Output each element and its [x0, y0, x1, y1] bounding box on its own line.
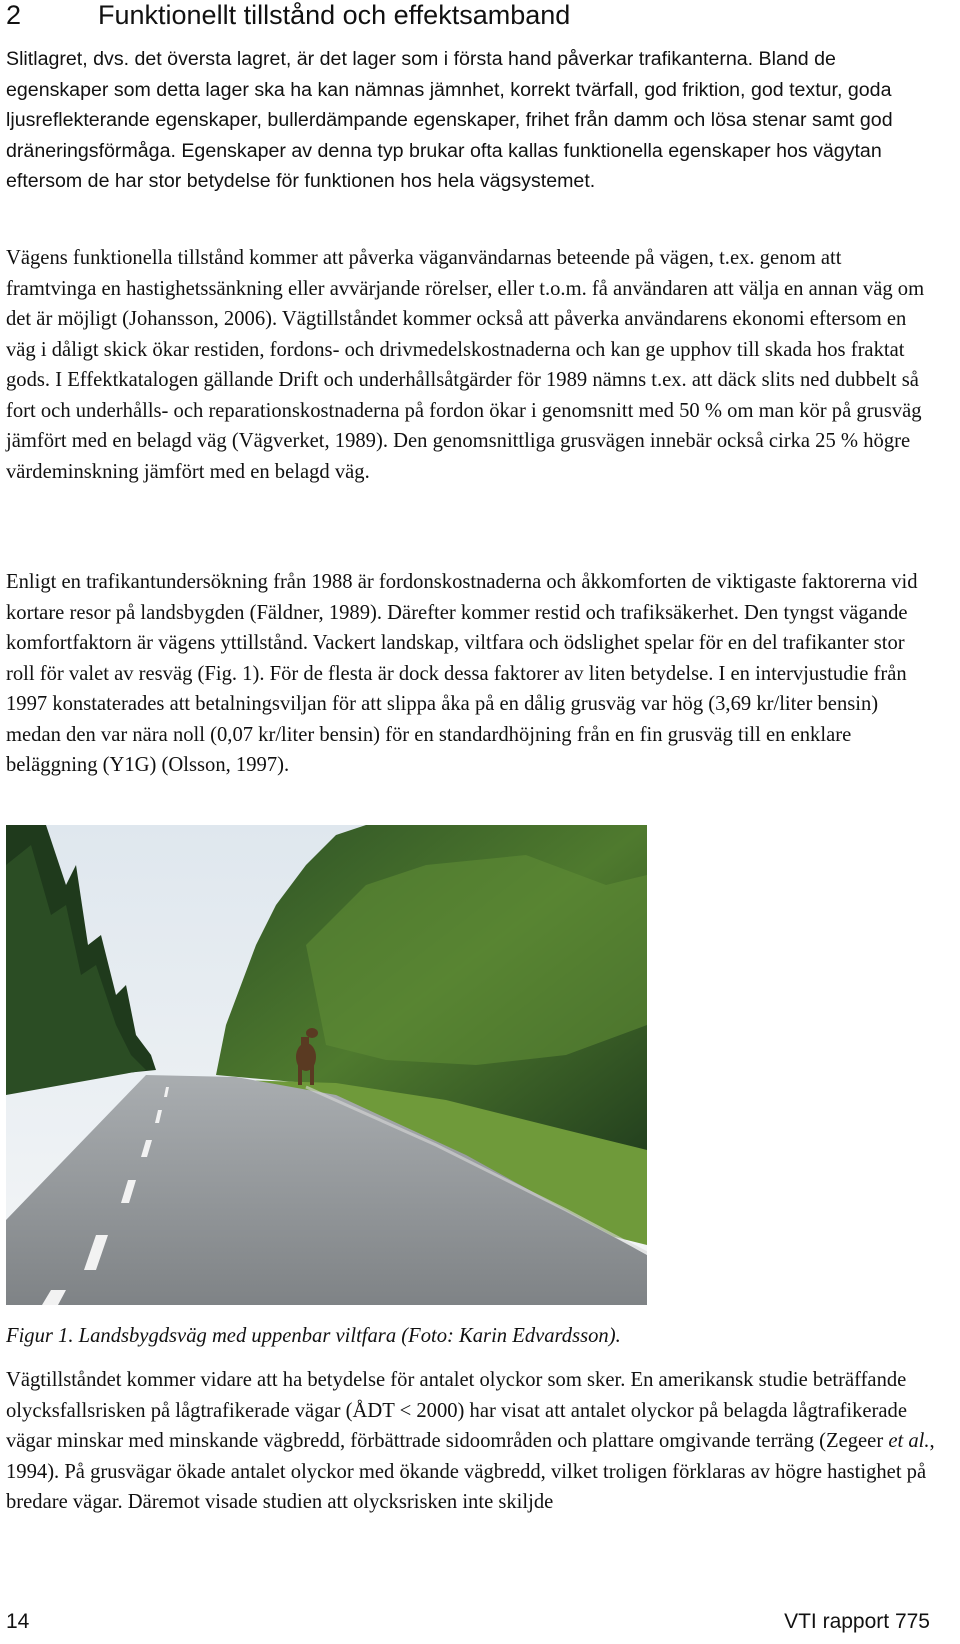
paragraph-functional-condition: Vägens funktionella tillstånd kommer att påverka väganvändarnas beteende på vägen, t.ex. genom att framtvinga en hastighetssänkning eller avvärjande rörelser, eller t.o.m. få användaren att välja en annan väg om det är möjligt (Johansson, 2006). Vägtillståndet kommer också att påverka användarens ekonomi eftersom en väg i dåligt skick ökar restiden, fordons- och drivmedelskostnaderna och kan ge upphov till skada hos fraktat gods. I Effektkatalogen gällande Drift och underhållsåtgärder för 1989 nämns t.ex. att däck slits ned dubbelt så fort och underhålls- och reparationskostnaderna på fordon ökar i genomsnitt med 50 % om man kör på grusväg jämfört med en belagd väg (Vägverket, 1989). Den genomsnittliga grusvägen innebär också cirka 25 % högre värdeminskning jämfört med en belagd väg. [6, 247, 925, 483]
road-photo [6, 825, 647, 1305]
section-heading [6, 0, 570, 30]
section-title: Funktionellt tillstånd och effektsamband [98, 0, 571, 30]
paragraph-accidents-part2: , 1994). På grusvägar ökade antalet olyckor med ökande vägbredd, vilket troligen förklaras av högre hastighet på bredare vägar. Däremot visade studien att olycksrisken inte skiljde [6, 1430, 935, 1513]
page-number: 14 [6, 1610, 30, 1633]
paragraph-accidents-part1: Vägtillståndet kommer vidare att ha betydelse för antalet olyckor som sker. En amerikansk studie beträffande olycksfallsrisken på lågtrafikerade vägar (ÅDT < 2000) har visat att antalet olyckor på belagda lågtrafikerade vägar minskar med minskande vägbredd, förbättrade sidoområden och plattare omgivande terräng (Zegeer [6, 1369, 907, 1452]
paragraph-survey: Enligt en trafikantundersökning från 1988 är fordonskostnaderna och åkkomforten de viktigaste faktorerna vid kortare resor på landsbygden (Fäldner, 1989). Därefter kommer restid och trafiksäkerhet. Den tyngst vägande komfortfaktorn är vägens yttillstånd. Vackert landskap, viltfara och ödslighet spelar för en del trafikanter stor roll för valet av resväg (Fig. 1). För de flesta är dock dessa faktorer av liten betydelse. I en intervjustudie från 1997 konstaterades att betalningsviljan för att slippa åka på en dålig grusväg var hög (3,69 kr/liter bensin) medan den var nära noll (0,07 kr/liter bensin) för en standardhöjning från en fin grusväg till en enklare beläggning (Y1G) (Olsson, 1997). [6, 571, 918, 776]
paragraph-surface-layer: Slitlagret, dvs. det översta lagret, är det lager som i första hand påverkar trafikanterna. Bland de egenskaper som detta lager ska ha kan nämnas jämnhet, korrekt tvärfall, god friktion, god textur, goda ljusreflekterande egenskaper, bullerdämpande egenskaper, frihet från damm och lösa stenar samt god dräneringsförmåga. Egenskaper av denna typ brukar ofta kallas funktionella egenskaper hos vägytan eftersom de har stor betydelse för funktionen hos hela vägsystemet. [6, 48, 893, 192]
figure-caption: Figur 1. Landsbygdsväg med uppenbar viltfara (Foto: Karin Edvardsson). [6, 1325, 621, 1347]
paragraph-accidents-et-al: et al. [888, 1430, 930, 1452]
report-name: VTI rapport 775 [784, 1610, 930, 1633]
paragraph-accidents [6, 1365, 936, 1518]
road-photo-illustration [6, 825, 647, 1305]
section-number: 2 [6, 0, 22, 30]
